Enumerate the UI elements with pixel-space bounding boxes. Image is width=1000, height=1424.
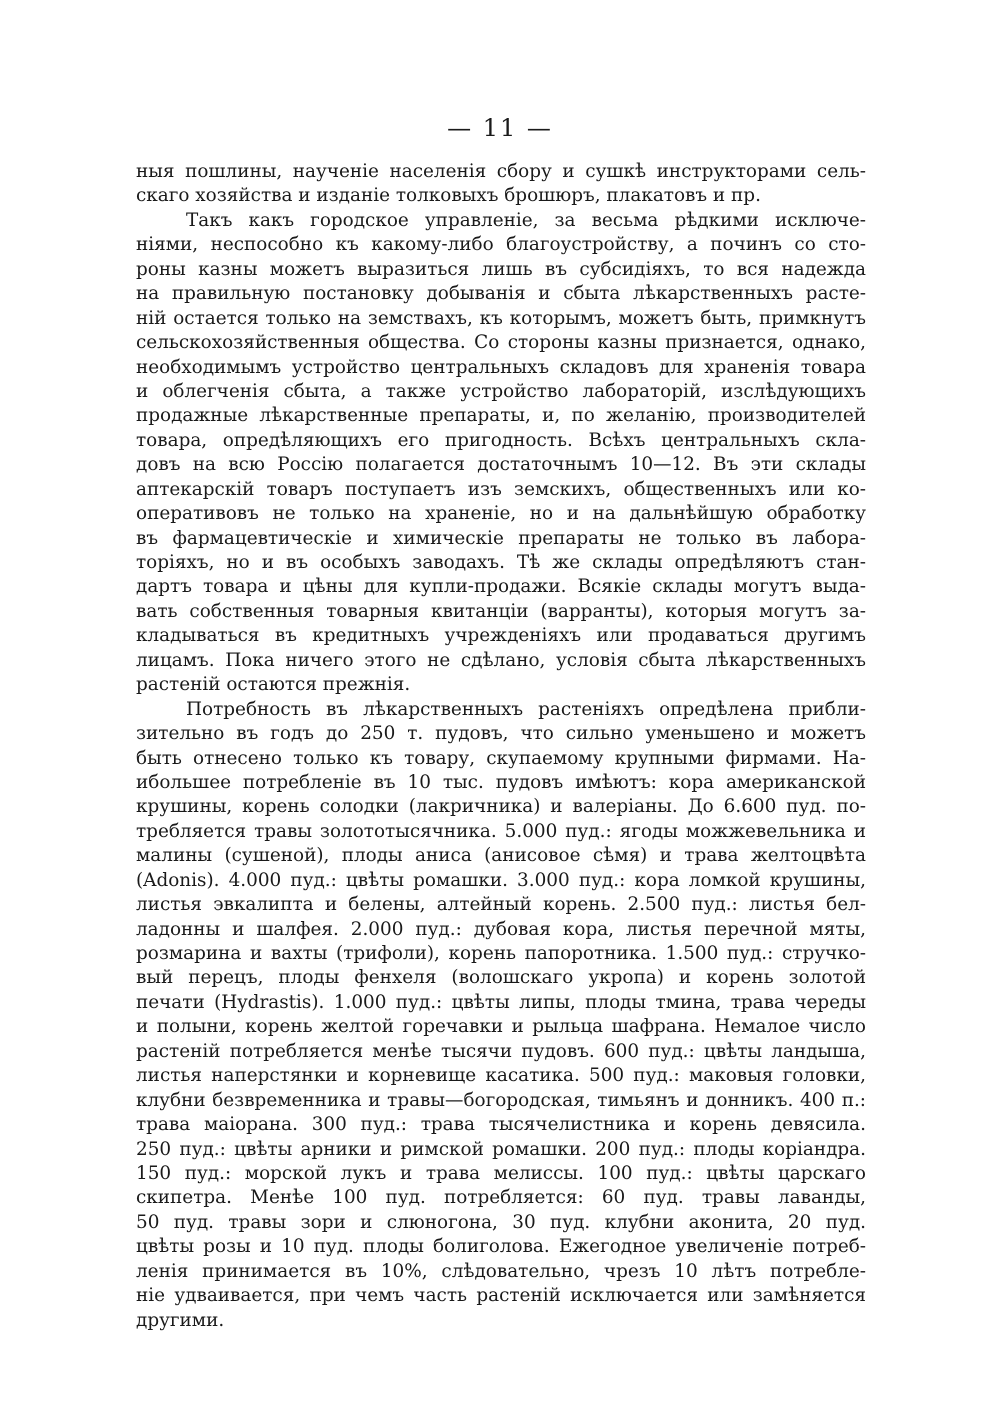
text-line: роны казны можетъ выразиться лишь въ субсидіяхъ, то вся надежда <box>136 258 866 280</box>
text-line: ибольшее потребленіе въ 10 тыс. пудовъ имѣютъ: кора американской <box>136 771 866 793</box>
text-line: крушины, корень солодки (лакричника) и валеріаны. До 6.600 пуд. по- <box>136 796 866 818</box>
text-line: необходимымъ устройство центральныхъ складовъ для храненія товара <box>136 356 866 378</box>
text-line: 250 пуд.: цвѣты арники и римской ромашки. 200 пуд.: плоды коріандра. <box>136 1138 866 1160</box>
text-line: оперативовъ не только на храненіе, но и на дальнѣйшую обработку <box>136 503 866 525</box>
text-line: и облегченія сбыта, а также устройство лабораторій, изслѣдующихъ <box>136 380 866 402</box>
text-line: 50 пуд. травы зори и слюногона, 30 пуд. клубни аконита, 20 пуд. <box>136 1211 866 1233</box>
text-line: Потребность въ лѣкарственныхъ растеніяхъ опредѣлена прибли- <box>186 698 866 720</box>
text-line: ніе удваивается, при чемъ часть растеній исключается или замѣняется <box>136 1285 866 1307</box>
text-line: торіяхъ, но и въ особыхъ заводахъ. Тѣ же склады опредѣляютъ стан- <box>136 552 866 573</box>
text-line: кладываться въ кредитныхъ учрежденіяхъ или продаваться другимъ <box>136 625 866 647</box>
text-line: товара, опредѣляющихъ его пригодность. Всѣхъ центральныхъ скла- <box>136 429 866 451</box>
text-line: скаго хозяйства и изданіе толковыхъ брошюръ, плакатовъ и пр. <box>136 185 761 207</box>
text-line: 150 пуд.: морской лукъ и трава мелиссы. 100 пуд.: цвѣты царскаго <box>136 1162 866 1184</box>
text-line: требляется травы золототысячника. 5.000 пуд.: ягоды можжевельника и <box>136 820 866 842</box>
text-line: трава маіорана. 300 пуд.: трава тысячелистника и корень девясила. <box>136 1114 866 1136</box>
text-line: и полыни, корень желтой горечавки и рыльца шафрана. Немалое число <box>136 1016 866 1038</box>
text-line: скипетра. Менѣе 100 пуд. потребляется: 60 пуд. травы лаванды, <box>136 1187 866 1209</box>
text-line: продажные лѣкарственные препараты, и, по желанію, производителей <box>136 405 866 427</box>
text-line: (Adonis). 4.000 пуд.: цвѣты ромашки. 3.000 пуд.: кора ломкой крушины, <box>136 869 866 891</box>
text-line: ленія принимается въ 10%, слѣдовательно, чрезъ 10 лѣтъ потребле- <box>136 1260 866 1282</box>
text-line: на правильную постановку добыванія и сбыта лѣкарственныхъ расте- <box>136 283 866 305</box>
text-line: зительно въ годъ до 250 т. пудовъ, что сильно уменьшено и можетъ <box>136 723 866 745</box>
text-line: довъ на всю Россію полагается достаточнымъ 10—12. Въ эти склады <box>136 454 866 476</box>
text-line: ныя пошлины, наученіе населенія сбору и сушкѣ инструкторами сель- <box>136 161 866 182</box>
text-line: вый перецъ, плоды фенхеля (волошскаго укропа) и корень золотой <box>136 967 866 989</box>
text-line: лицамъ. Пока ничего этого не сдѣлано, условія сбыта лѣкарственныхъ <box>136 649 866 671</box>
text-line: малины (сушеной), плоды аниса (анисовое сѣмя) и трава желтоцвѣта <box>136 845 866 867</box>
body-text <box>136 160 866 1333</box>
text-line: ладонны и шалфея. 2.000 пуд.: дубовая кора, листья перечной мяты, <box>136 918 866 940</box>
text-line: ній остается только на земствахъ, къ которымъ, можетъ быть, примкнутъ <box>136 307 866 329</box>
text-line: сельскохозяйственныя общества. Со стороны казны признается, однако, <box>136 332 866 354</box>
text-line: цвѣты розы и 10 пуд. плоды болиголова. Ежегодное увеличеніе потреб- <box>136 1236 866 1258</box>
text-line: другими. <box>136 1309 225 1331</box>
text-line: вать собственныя товарныя квитанціи (варранты), которыя могутъ за- <box>136 600 866 622</box>
text-line: аптекарскій товаръ поступаетъ изъ земскихъ, общественныхъ или ко- <box>136 478 866 500</box>
text-line: розмарина и вахты (трифоли), корень папоротника. 1.500 пуд.: стручко- <box>136 943 866 964</box>
text-line: листья эвкалипта и белены, алтейный корень. 2.500 пуд.: листья бел- <box>136 894 866 916</box>
text-line: ніями, неспособно къ какому-либо благоустройству, а починъ со сто- <box>136 234 866 256</box>
text-line: растеній остаются прежнія. <box>136 674 411 696</box>
text-line: растеній потребляется менѣе тысячи пудовъ. 600 пуд.: цвѣты ландыша, <box>136 1040 866 1062</box>
text-line: клубни безвременника и травы—богородская, тимьянъ и донникъ. 400 п.: <box>136 1089 866 1111</box>
text-line: въ фармацевтическіе и химическіе препараты не только въ лабора- <box>136 527 866 549</box>
text-line: печати (Hydrastis). 1.000 пуд.: цвѣты липы, плоды тмина, трава череды <box>136 991 866 1013</box>
page-number: — 11 — <box>447 114 553 142</box>
text-line: Такъ какъ городское управленіе, за весьма рѣдкими исключе- <box>186 209 866 231</box>
text-line: листья наперстянки и корневище касатика. 500 пуд.: маковыя головки, <box>136 1065 866 1087</box>
text-line: быть отнесено только къ товару, скупаемому крупными фирмами. На- <box>136 747 866 769</box>
text-line: дартъ товара и цѣны для купли-продажи. Всякіе склады могутъ выда- <box>136 576 866 598</box>
